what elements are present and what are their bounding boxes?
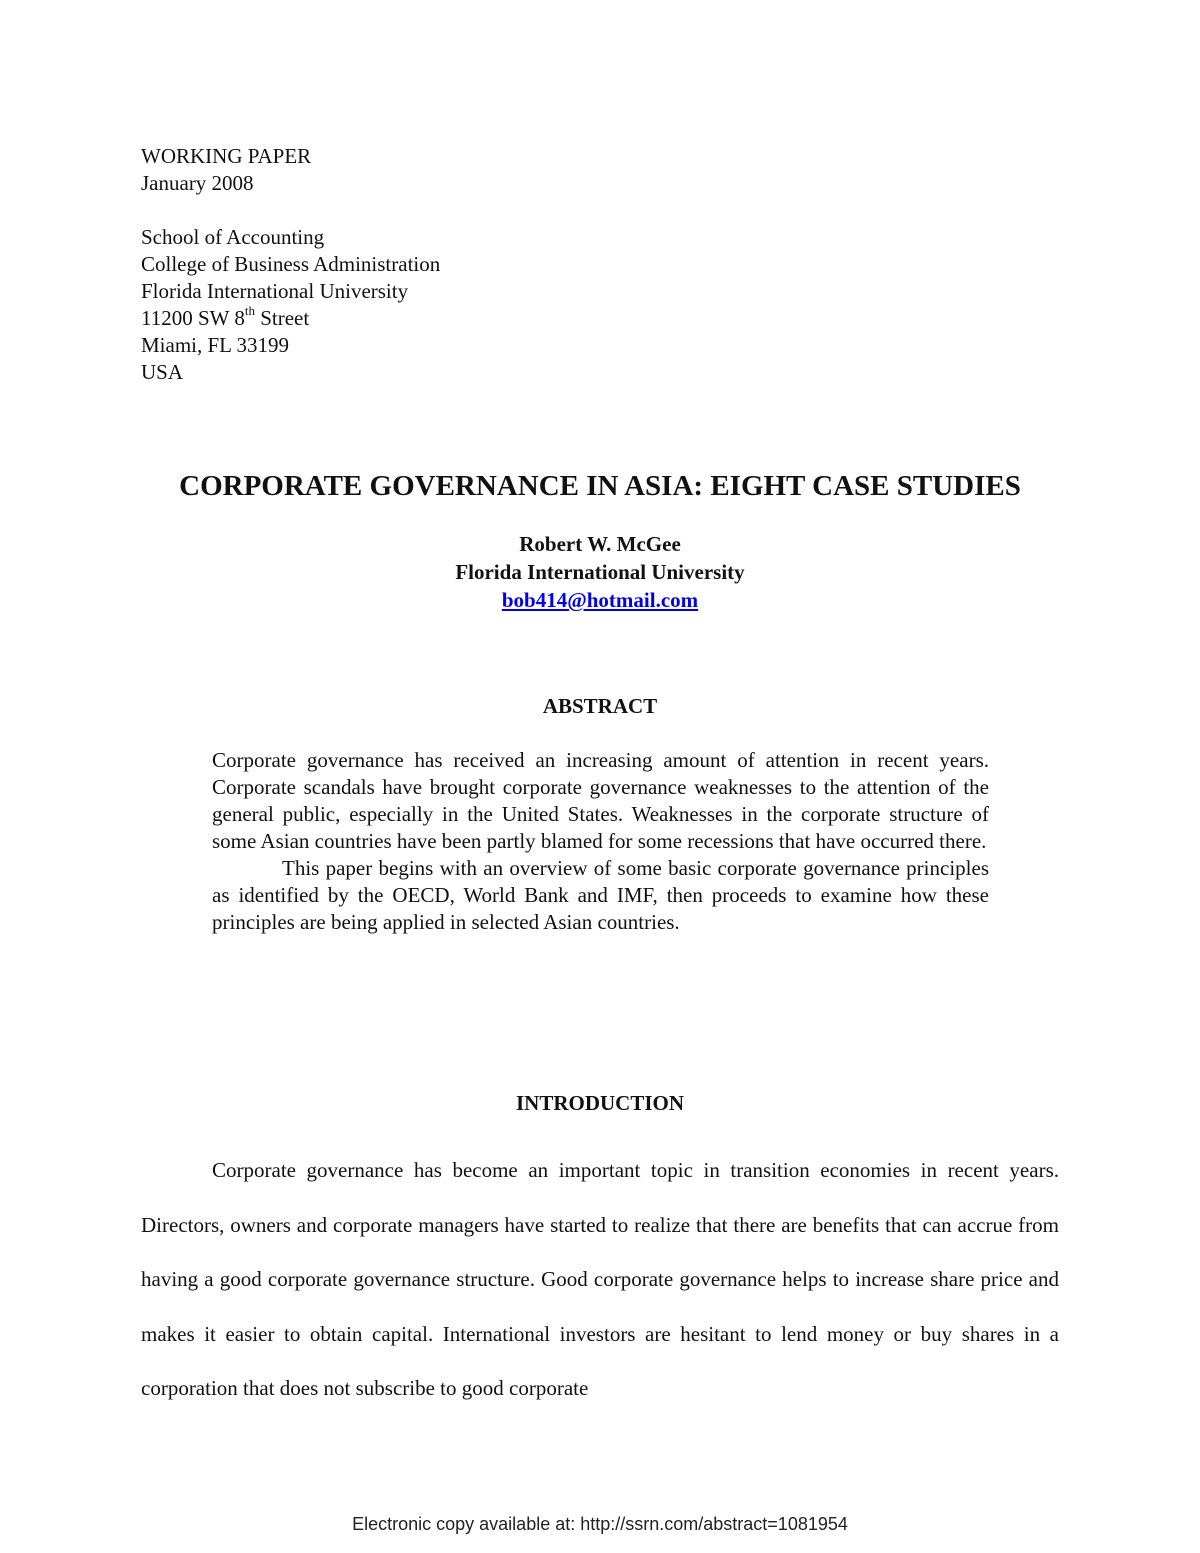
address-country: USA — [141, 360, 184, 384]
author-affiliation: Florida International University — [455, 560, 745, 584]
street-number: 11200 SW 8 — [141, 306, 245, 330]
abstract-paragraph-1: Corporate governance has received an increasing amount of attention in recent years. Corporate scandals have brought corporate governance weaknesses to the attention of the general public, especially in the United States. Weaknesses in the corporate structure of some Asian countries have been partly blamed for some recessions that have occurred there. — [212, 748, 989, 853]
street-suffix: Street — [254, 306, 310, 330]
author-name: Robert W. McGee — [519, 532, 681, 556]
address-college: College of Business Administration — [141, 252, 441, 276]
abstract-body — [212, 747, 989, 936]
address-street — [141, 305, 440, 332]
author-email-link[interactable]: bob414@hotmail.com — [501, 588, 699, 612]
footer-electronic-copy: Electronic copy available at: http://ssrn.com/abstract=1081954 — [352, 1514, 848, 1534]
address-city: Miami, FL 33199 — [141, 333, 289, 357]
street-ordinal: th — [244, 303, 255, 318]
author-block — [0, 530, 1200, 614]
paper-date: January 2008 — [141, 171, 254, 195]
spacer — [141, 197, 440, 224]
working-paper-label: WORKING PAPER — [141, 144, 312, 168]
address-university: Florida International University — [141, 279, 409, 303]
abstract-heading: ABSTRACT — [542, 694, 658, 718]
introduction-body — [141, 1143, 1059, 1416]
introduction-paragraph-1: Corporate governance has become an important topic in transition economies in recent years. Directors, owners and corporate managers have started to realize that there are benefits that can accrue from having a good corporate governance structure. Good corporate governance helps to increase share price and makes it easier to obtain capital. International investors are hesitant to lend money or buy shares in a corporation that does not subscribe to good corporate — [141, 1158, 1059, 1400]
header-block — [141, 143, 440, 386]
paper-title: CORPORATE GOVERNANCE IN ASIA: EIGHT CASE STUDIES — [179, 470, 1021, 502]
introduction-heading: INTRODUCTION — [515, 1091, 685, 1115]
abstract-paragraph-2: This paper begins with an overview of some basic corporate governance principles as identified by the OECD, World Bank and IMF, then proceeds to examine how these principles are being applied in selected Asian countries. — [212, 856, 989, 934]
address-school: School of Accounting — [141, 225, 325, 249]
